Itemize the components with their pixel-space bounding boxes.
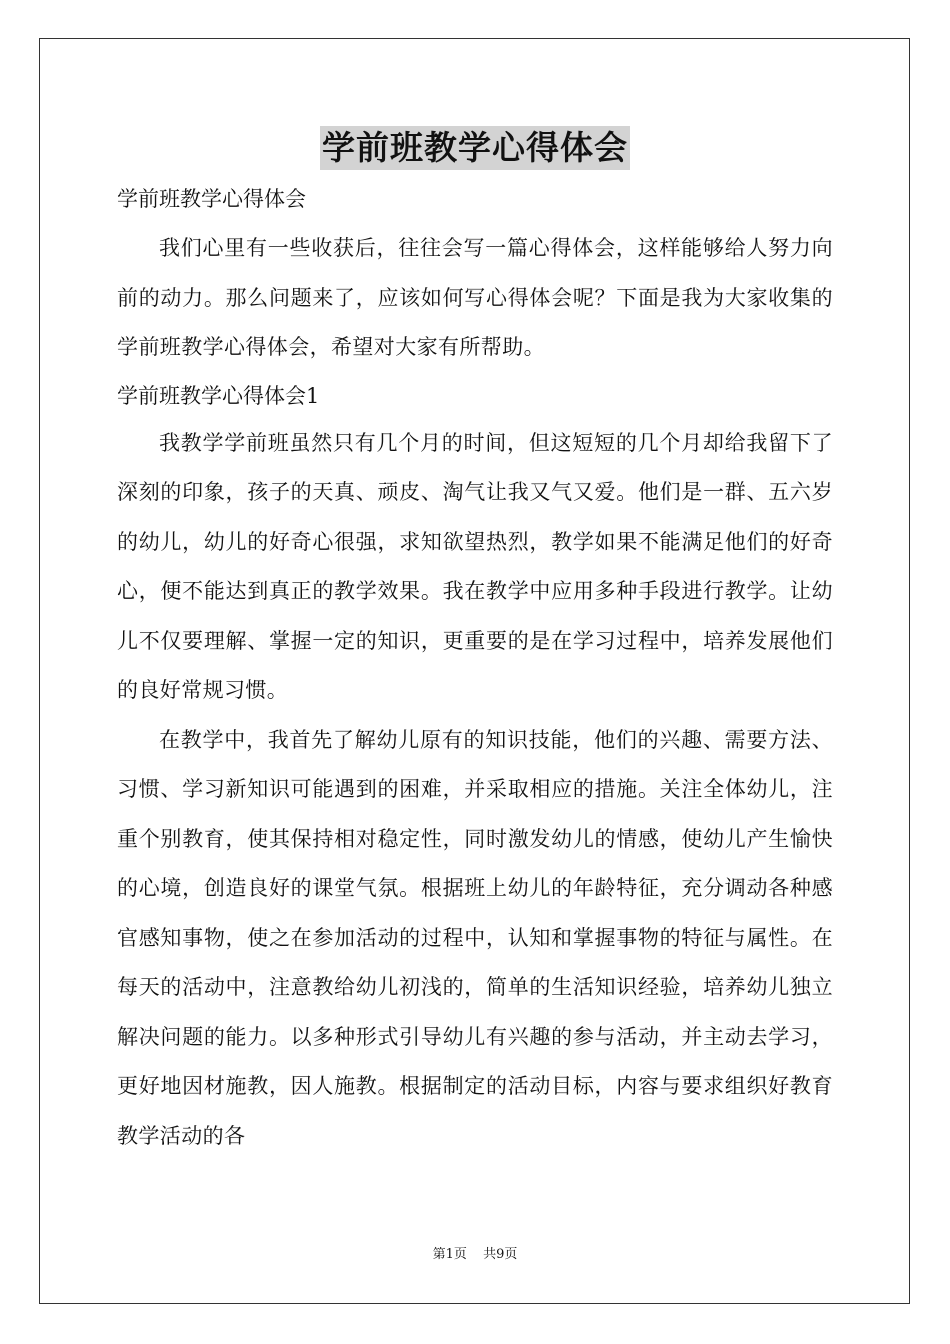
section-heading: 学前班教学心得体会1 [117, 383, 320, 408]
page-footer [0, 1246, 950, 1264]
body-paragraph-2: 在教学中，我首先了解幼儿原有的知识技能，他们的兴趣、需要方法、习惯、学习新知识可能遇到的困难，并采取相应的措施。关注全体幼儿，注重个别教育，使其保持相对稳定性，同时激发幼儿的情感，使幼儿产生愉快的心境，创造良好的课堂气氛。根据班上幼儿的年龄特征，充分调动各种感官感知事物，使之在参加活动的过程中，认知和掌握事物的特征与属性。在每天的活动中，注意教给幼儿初浅的，简单的生活知识经验，培养幼儿独立解决问题的能力。以多种形式引导幼儿有兴趣的参与活动，并主动去学习，更好地因材施教，因人施教。根据制定的活动目标，内容与要求组织好教育教学活动的各 [117, 727, 833, 1148]
body-paragraph-1: 我教学学前班虽然只有几个月的时间，但这短短的几个月却给我留下了深刻的印象，孩子的天真、顽皮、淘气让我又气又爱。他们是一群、五六岁的幼儿，幼儿的好奇心很强，求知欲望热烈，教学如果不能满足他们的好奇心，便不能达到真正的教学效果。我在教学中应用多种手段进行教学。让幼儿不仅要理解、掌握一定的知识，更重要的是在学习过程中，培养发展他们的良好常规习惯。 [117, 430, 833, 702]
document-title: 学前班教学心得体会 [320, 126, 630, 170]
intro-paragraph: 我们心里有一些收获后，往往会写一篇心得体会，这样能够给人努力向前的动力。那么问题来了，应该如何写心得体会呢？下面是我为大家收集的学前班教学心得体会，希望对大家有所帮助。 [117, 236, 833, 359]
page-number-total: 共9页 [483, 1247, 518, 1262]
page-number-current: 第1页 [432, 1247, 467, 1262]
document-body [117, 180, 833, 1161]
title-container [0, 126, 950, 170]
document-subtitle: 学前班教学心得体会 [117, 187, 306, 211]
